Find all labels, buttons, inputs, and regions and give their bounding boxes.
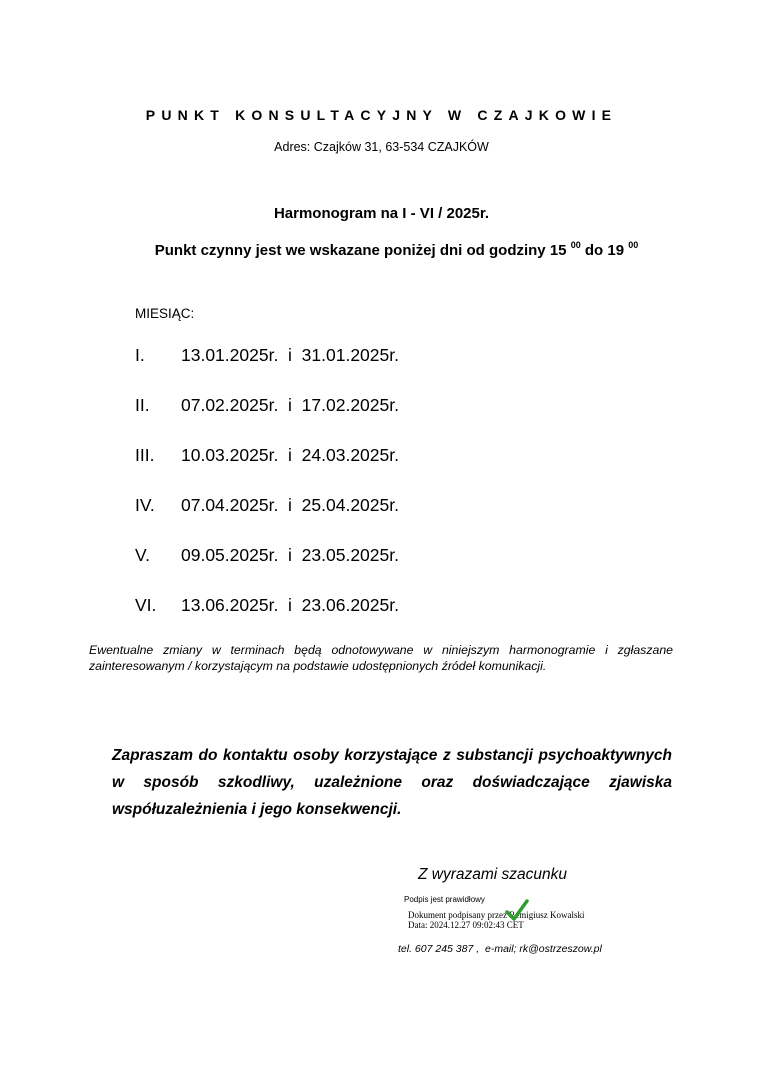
hours-text-middle: do 19	[580, 242, 625, 259]
address: Adres: Czajków 31, 63-534 CZAJKÓW	[274, 140, 489, 154]
month-label: MIESIĄC:	[135, 306, 195, 321]
first-date: 13.06.2025r.	[181, 595, 279, 615]
date-connector: i	[288, 545, 292, 565]
month-number: V.	[135, 545, 150, 565]
signature-date: Data: 2024.12.27 09:02:43 CET	[408, 920, 524, 930]
page-title: PUNKT KONSULTACYJNY W CZAJKOWIE	[145, 107, 618, 123]
month-number: III.	[135, 445, 155, 465]
hours-text-before: Punkt czynny jest we wskazane poniżej dni od godziny 15	[154, 242, 567, 259]
month-number: IV.	[135, 495, 155, 515]
signature-status: Podpis jest prawidłowy	[404, 895, 485, 904]
contact-info: tel. 607 245 387 , e-mail; rk@ostrzeszow.pl	[398, 943, 602, 955]
first-date: 07.04.2025r.	[181, 495, 279, 515]
date-connector: i	[288, 345, 292, 365]
date-connector: i	[288, 445, 292, 465]
digital-signature	[404, 893, 624, 935]
date-connector: i	[288, 495, 292, 515]
schedule-heading: Harmonogram na I - VI / 2025r.	[273, 205, 490, 222]
closing-greeting: Z wyrazami szacunku	[418, 866, 568, 883]
changes-note: Ewentualne zmiany w terminach będą odnotowywane w niniejszym harmonogramie i zgłaszane zainteresowanym / korzystającym na podstawie udostępnionych źródeł komunikacji.	[89, 643, 673, 673]
first-date: 10.03.2025r.	[181, 445, 279, 465]
invitation-text: Zapraszam do kontaktu osoby korzystające z substancji psychoaktywnych w sposób szkodliwy, uzależnione oraz doświadczające zjawiska współuzależnienia i jego konsekwencji.	[112, 747, 672, 818]
second-date: 23.05.2025r.	[301, 545, 399, 565]
hours-end-minutes: 00	[628, 240, 639, 250]
checkmark-icon	[504, 897, 530, 923]
first-date: 13.01.2025r.	[181, 345, 279, 365]
signature-signer: Dokument podpisany przez Remigiusz Kowalski	[408, 910, 585, 920]
second-date: 17.02.2025r.	[301, 395, 399, 415]
second-date: 25.04.2025r.	[301, 495, 399, 515]
month-number: I.	[135, 345, 145, 365]
month-number: VI.	[135, 595, 157, 615]
date-connector: i	[288, 395, 292, 415]
first-date: 07.02.2025r.	[181, 395, 279, 415]
second-date: 31.01.2025r.	[301, 345, 399, 365]
month-number: II.	[135, 395, 150, 415]
first-date: 09.05.2025r.	[181, 545, 279, 565]
opening-hours	[0, 240, 763, 259]
hours-start-minutes: 00	[570, 240, 581, 250]
second-date: 24.03.2025r.	[301, 445, 399, 465]
date-connector: i	[288, 595, 292, 615]
second-date: 23.06.2025r.	[301, 595, 399, 615]
